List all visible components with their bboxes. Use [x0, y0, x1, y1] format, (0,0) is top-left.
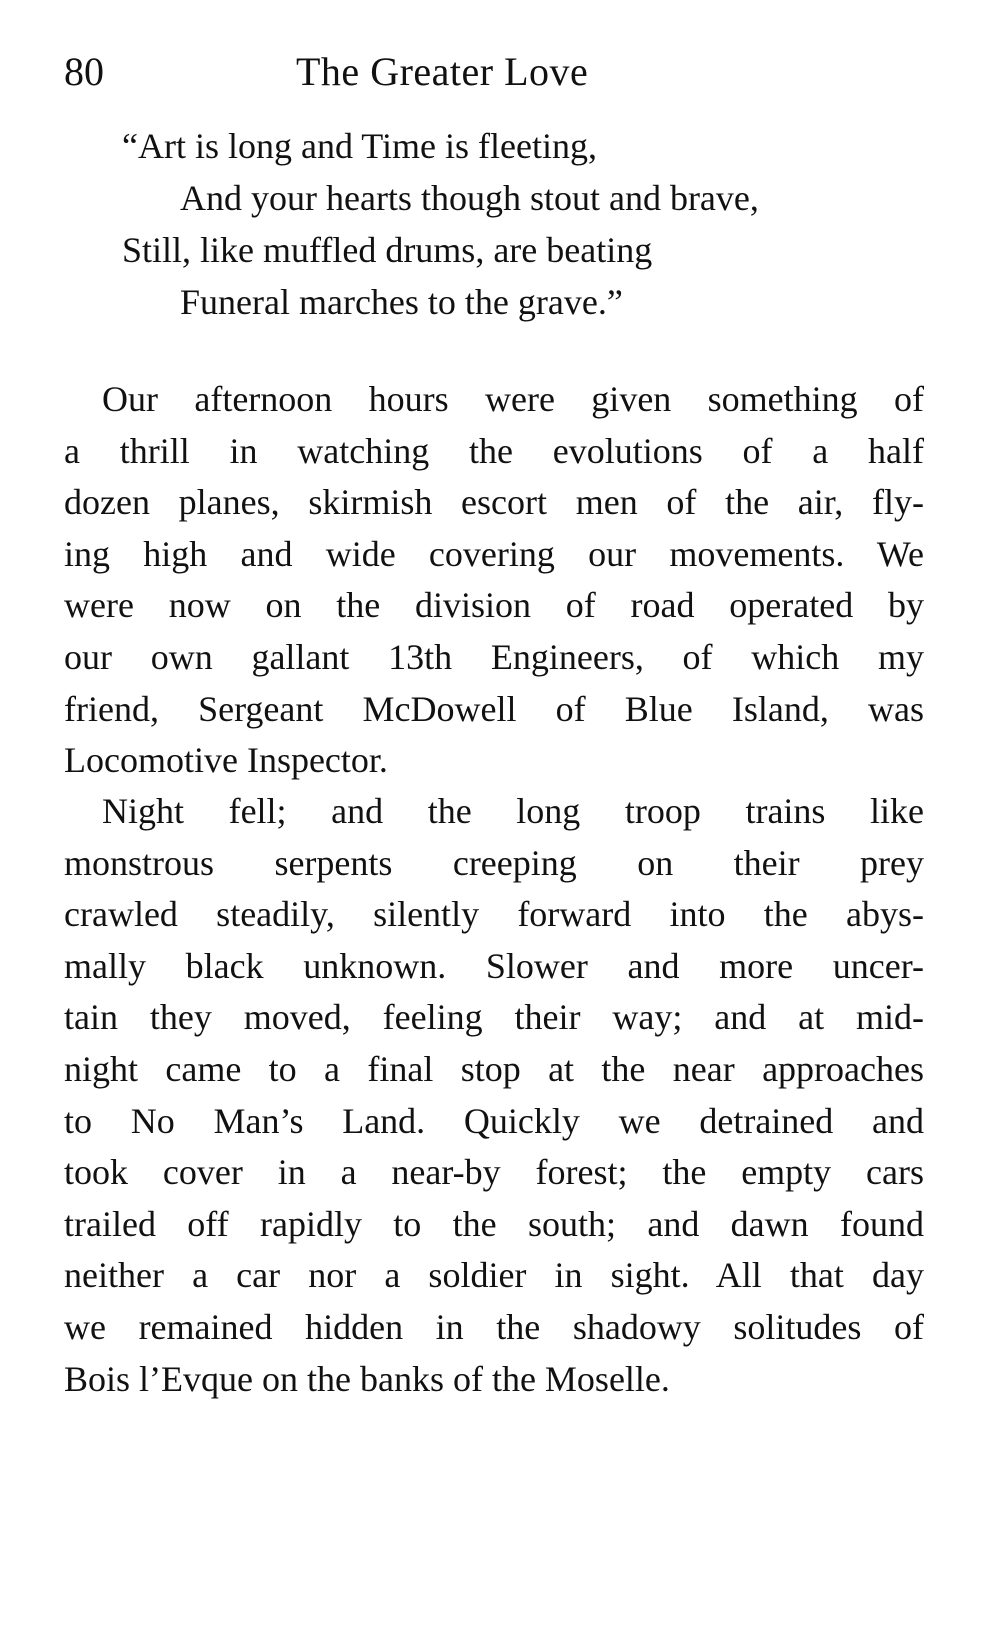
paragraph-night [64, 786, 924, 1405]
text-line: friend, Sergeant McDowell of Blue Island, was [64, 688, 924, 729]
verse-line: Still, like muffled drums, are beating [122, 230, 653, 270]
verse-line: Funeral marches to the grave.” [180, 282, 623, 322]
text-line: ing high and wide covering our movements. We [64, 533, 924, 574]
text-line: tain they moved, feeling their way; and at mid- [64, 997, 924, 1038]
text-line: monstrous serpents creeping on their prey [64, 842, 924, 883]
verse-line: “Art is long and Time is fleeting, [122, 126, 597, 166]
text-line: Night fell; and the long troop trains like [102, 791, 924, 831]
text-line: were now on the division of road operated by [64, 585, 924, 626]
paragraph-afternoon [64, 374, 924, 787]
text-line: trailed off rapidly to the south; and dawn found [64, 1203, 924, 1244]
verse-line: And your hearts though stout and brave, [180, 178, 759, 218]
verse-quotation [64, 120, 924, 328]
text-line: a thrill in watching the evolutions of a half [64, 430, 924, 471]
text-line: neither a car nor a soldier in sight. All that day [64, 1255, 924, 1296]
text-line: dozen planes, skirmish escort men of the air, fly- [64, 482, 924, 523]
text-line: Locomotive Inspector. [64, 740, 388, 781]
text-line: to No Man’s Land. Quickly we detrained and [64, 1100, 924, 1141]
text-line: took cover in a near-by forest; the empty cars [64, 1152, 924, 1193]
text-line: we remained hidden in the shadowy solitudes of [64, 1306, 924, 1347]
text-line: our own gallant 13th Engineers, of which my [64, 636, 924, 677]
running-title: The Greater Love [296, 49, 589, 94]
text-line: crawled steadily, silently forward into the abys- [64, 894, 924, 935]
page-header [64, 44, 924, 100]
text-line: Our afternoon hours were given something of [102, 379, 924, 419]
page-number: 80 [64, 49, 104, 94]
text-line: mally black unknown. Slower and more uncer- [64, 945, 924, 986]
text-line: Bois l’Evque on the banks of the Moselle. [64, 1358, 670, 1399]
text-line: night came to a final stop at the near approaches [64, 1048, 924, 1089]
